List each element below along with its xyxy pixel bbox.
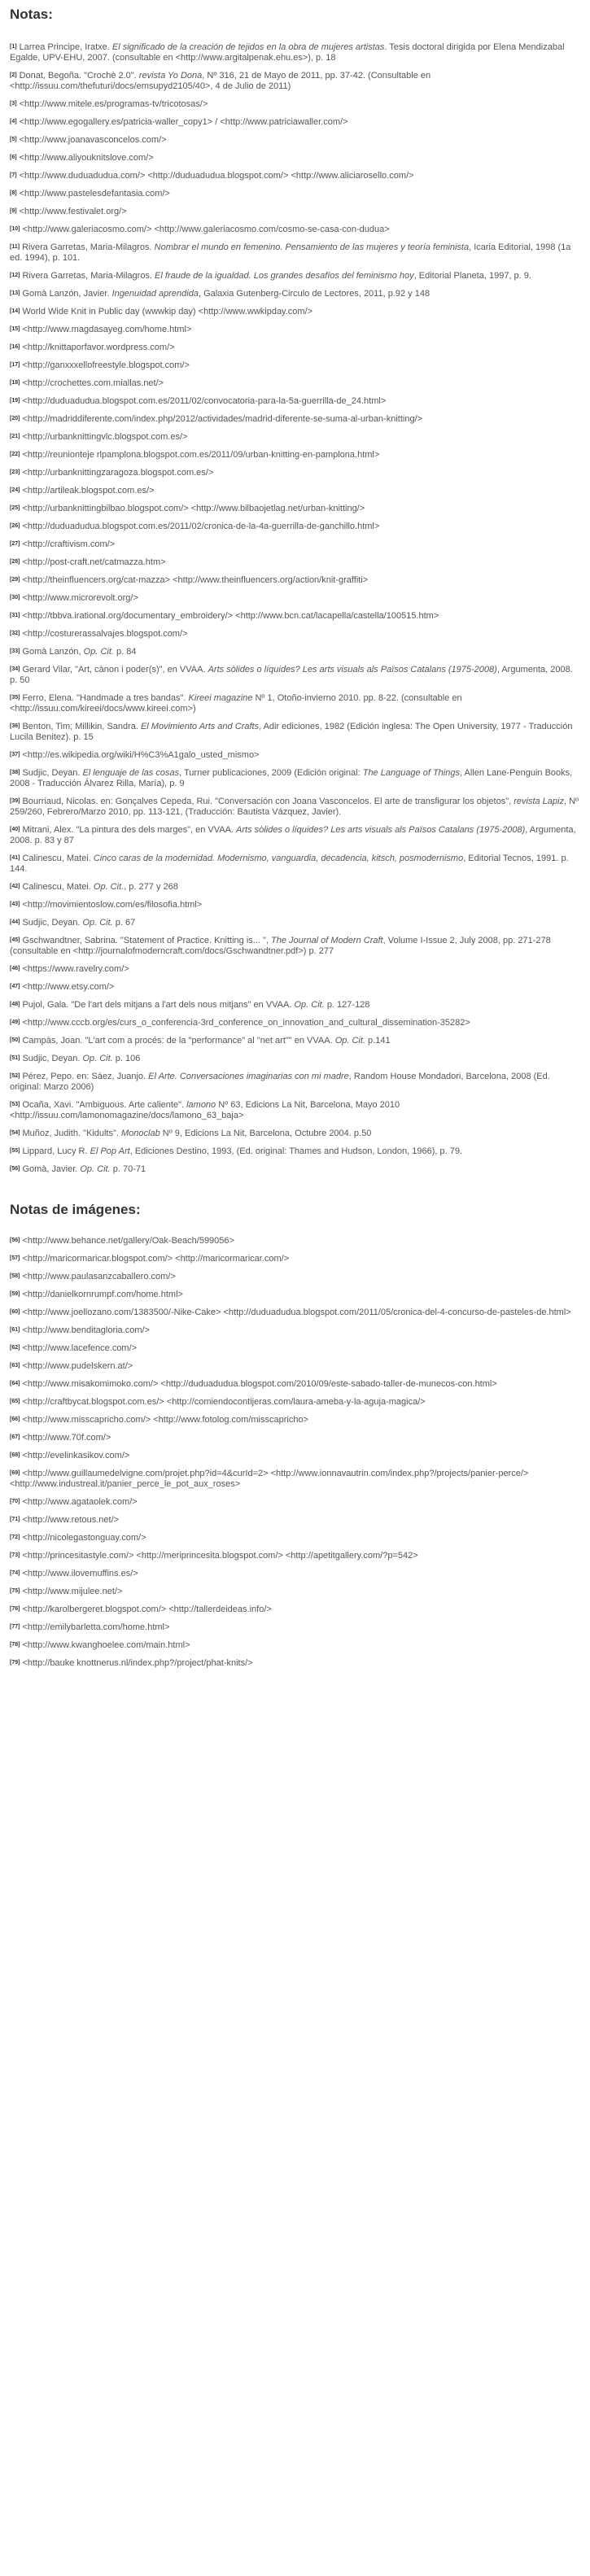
footnote-text: <http://www.misakomimoko.com/> <http://duduadudua.blogspot.com/2010/09/este-sabado-taller-de-munecos-con.html>: [22, 1379, 497, 1389]
footnote-item: [10, 1533, 581, 1543]
footnote-item: [10, 882, 581, 893]
footnote-item: [10, 378, 581, 389]
footnote-text: Nº 9, Edicions La Nit, Barcelona, Octubre 2004. p.50: [160, 1129, 372, 1138]
footnote-text: <http://es.wikipedia.org/wiki/H%C3%A1galo_usted_mismo>: [22, 750, 260, 760]
footnote-text: <http://www.duduadudua.com/> <http://duduadudua.blogspot.com/> <http://www.aliciarosello.com/>: [19, 171, 414, 181]
footnote-item: [10, 1379, 581, 1390]
footnote-title: Op. Cit.: [334, 1036, 365, 1046]
footnote-text: , Adir ediciones, 1982 (Edición inglesa: The Open University, 1977 - Traducción Lucila Benitez). p. 15: [10, 722, 573, 742]
footnote-number: [70]: [10, 1499, 20, 1504]
footnote-text: Ocaña, Xavi. "Ambiguous. Arte caliente".: [22, 1100, 187, 1110]
footnote-text: <http://www.magdasayeg.com/home.html>: [22, 325, 192, 334]
footnote-text: , p. 277 y 268: [124, 882, 178, 892]
footnote-number: [61]: [10, 1327, 20, 1333]
footnote-number: [2]: [10, 72, 17, 78]
footnote-number: [20]: [10, 416, 20, 421]
footnote-title: El Arte. Conversaciones imaginarias con mi madre: [148, 1072, 349, 1081]
footnote-text: . Tesis doctoral dirigida por Elena Mendizabal Egalde, UPV-EHU, 2007. (consultable en <http://www.argitalpenak.ehu.es>), p. 18: [10, 42, 565, 63]
footnote-item: [10, 225, 581, 235]
footnote-number: [15]: [10, 326, 20, 332]
footnote-number: [73]: [10, 1552, 20, 1558]
notes-list: [10, 42, 581, 1175]
footnote-item: [10, 1308, 581, 1318]
footnote-text: , Turner publicaciones, 2009 (Edición original:: [179, 768, 363, 778]
footnote-text: <http://craftivism.com/>: [22, 539, 116, 549]
footnote-title: Arts sòlides o líquides? Les arts visuals als Països Catalans (1975-2008): [208, 665, 497, 675]
footnote-text: <http://www.misscapricho.com/> <http://www.fotolog.com/misscapricho>: [22, 1415, 308, 1425]
footnote-text: <http://madriddiferente.com/index.php/2012/actividades/madrid-diferente-se-suma-al-urban-knitting/>: [22, 414, 423, 424]
footnote-number: [14]: [10, 308, 20, 314]
footnote-number: [6]: [10, 155, 17, 160]
footnote-item: [10, 171, 581, 181]
footnote-text: <http://artileak.blogspot.com.es/>: [22, 486, 155, 496]
footnote-text: Rivera Garretas, Maria-Milagros.: [22, 242, 155, 252]
footnote-number: [8]: [10, 190, 17, 196]
footnote-item: [10, 557, 581, 568]
footnote-text: <http://www.joanavasconcelos.com/>: [19, 135, 167, 145]
footnote-text: <http://www.mitele.es/programas-tv/tricotosas/>: [19, 99, 208, 109]
footnote-item: [10, 539, 581, 550]
footnote-text: Muñoz, Judith. "Kidults".: [22, 1129, 121, 1138]
footnote-item: [10, 936, 581, 957]
footnote-number: [55]: [10, 1148, 20, 1154]
footnote-text: <http://www.behance.net/gallery/Oak-Beach/599056>: [22, 1236, 234, 1246]
footnote-item: [10, 325, 581, 335]
footnote-text: <http://danielkornrumpf.com/home.html>: [22, 1290, 183, 1299]
footnote-text: Pujol, Gala. "De l'art dels mitjans a l'art dels nous mitjans" en VVAA.: [22, 1000, 295, 1010]
footnote-number: [63]: [10, 1363, 20, 1369]
footnote-number: [19]: [10, 398, 20, 404]
footnote-text: <http://www.etsy.com/>: [22, 982, 115, 992]
footnote-text: <http://www.lacefence.com/>: [22, 1343, 138, 1353]
footnote-number: [46]: [10, 966, 20, 971]
footnote-item: [10, 189, 581, 199]
footnote-number: [24]: [10, 487, 20, 493]
footnote-text: Nº 63, Edicions La Nit, Barcelona, Mayo 2010 <http://issuu.com/lamonomagazine/docs/lamono_63_baja>: [10, 1100, 400, 1120]
footnote-number: [48]: [10, 1002, 20, 1007]
footnote-text: p. 84: [113, 647, 137, 657]
footnote-text: Gerard Vilar, "Art, cànon i poder(s)", en VVAA.: [22, 665, 208, 675]
footnote-item: [10, 1622, 581, 1633]
footnote-title: Kireei magazine: [188, 693, 253, 703]
footnote-item: [10, 307, 581, 317]
footnote-item: [10, 1587, 581, 1597]
footnote-title: El significado de la creación de tejidos en la obra de mujeres artistas: [111, 42, 385, 52]
footnote-text: Nº 1, Otoño-invierno 2010. pp. 8-22. (consultable en <http://issuu.com/kireei/docs/www.kireei.com>): [10, 693, 462, 714]
footnote-number: [36]: [10, 723, 20, 729]
footnote-text: Gomà Lanzón, Javier.: [22, 289, 112, 299]
footnote-item: [10, 768, 581, 789]
footnote-number: [38]: [10, 770, 20, 775]
footnote-text: p. 70-71: [110, 1164, 146, 1174]
footnote-item: [10, 854, 581, 875]
footnote-title: Op. Cit.: [93, 882, 125, 892]
footnote-text: Campàs, Joan. "L'art com a procés: de la "performance" al "net art"" en VVAA.: [22, 1036, 335, 1046]
footnote-text: <http://www.agataolek.com/>: [22, 1497, 138, 1507]
footnote-text: , Ediciones Destino, 1993, (Ed. original: Thames and Hudson, London, 1966), p. 79.: [129, 1146, 463, 1156]
footnote-text: , Nº 316, 21 de Mayo de 2011, pp. 37-42. (Consultable en <http://issuu.com/thefuturi/docs/emsupyd2105/40>, 4 de Julio de 2011): [10, 71, 431, 91]
footnote-item: [10, 611, 581, 622]
footnote-item: [10, 750, 581, 761]
image-notes-heading: Notas de imágenes:: [10, 1202, 141, 1217]
footnote-text: Gschwandtner, Sabrina. "Statement of Practice. Knitting is... ",: [22, 936, 272, 945]
footnote-text: <http://www.70f.com/>: [22, 1433, 111, 1443]
footnote-number: [66]: [10, 1417, 20, 1422]
footnote-item: [10, 1433, 581, 1443]
footnote-text: Calinescu, Matei.: [22, 882, 94, 892]
footnote-number: [5]: [10, 137, 17, 142]
footnote-text: <http://www.benditagloria.com/>: [22, 1325, 150, 1335]
footnote-item: [10, 1640, 581, 1651]
footnote-text: <http://www.paulasanzcaballero.com/>: [22, 1272, 176, 1281]
footnote-text: , Argumenta, 2008. p. 83 y 87: [10, 825, 576, 845]
footnote-text: Donat, Begoña. "Crochè 2.0".: [19, 71, 139, 81]
footnote-title: Op. Cit.: [83, 647, 114, 657]
footnote-number: [29]: [10, 577, 20, 583]
footnote-item: [10, 1415, 581, 1426]
footnote-number: [44]: [10, 919, 20, 925]
footnote-number: [31]: [10, 613, 20, 618]
footnote-item: [10, 242, 581, 264]
footnote-text: , Argumenta, 2008. p. 50: [10, 665, 573, 685]
footnote-text: Sudjic, Deyan.: [22, 1054, 83, 1063]
footnote-item: [10, 1515, 581, 1526]
footnote-number: [18]: [10, 380, 20, 386]
footnote-text: , Nº 259/260, Febrero/Marzo 2010, pp. 113-121, (Traducción: Bautista Vázquez, Javier).: [10, 797, 579, 817]
footnote-item: [10, 99, 581, 110]
footnote-item: [10, 1469, 581, 1490]
footnote-item: [10, 575, 581, 586]
footnote-number: [62]: [10, 1345, 20, 1351]
footnote-number: [69]: [10, 1470, 20, 1476]
footnote-number: [1]: [10, 44, 17, 50]
footnote-number: [60]: [10, 1309, 20, 1315]
footnote-text: <http://www.guillaumedelvigne.com/projet.php?id=4&curId=2> <http://www.ionnavautrin.com/index.php?/projects/panier-perce/> <http://www.industreal.it/panier_perce_le_pot_aux_roses>: [10, 1469, 529, 1489]
footnote-number: [3]: [10, 101, 17, 107]
footnote-item: [10, 918, 581, 928]
footnote-number: [56]: [10, 1166, 20, 1172]
footnote-item: [10, 468, 581, 478]
footnote-item: [10, 1451, 581, 1461]
footnote-number: [30]: [10, 595, 20, 600]
footnote-item: [10, 797, 581, 818]
footnote-item: [10, 153, 581, 164]
footnote-number: [37]: [10, 752, 20, 758]
footnote-number: [74]: [10, 1570, 20, 1576]
footnote-item: [10, 1036, 581, 1046]
footnote-text: , Editorial Planeta, 1997, p. 9.: [413, 271, 531, 281]
footnote-number: [42]: [10, 884, 20, 889]
footnote-text: <http://www.galeriacosmo.com/> <http://www.galeriacosmo.com/cosmo-se-casa-con-dudua>: [22, 225, 390, 234]
footnote-number: [26]: [10, 523, 20, 529]
footnote-text: , Random House Mondadori, Barcelona, 2008 (Ed. original: Marzo 2006): [10, 1072, 550, 1092]
footnote-text: <http://tbbva.irational.org/documentary_embroidery/> <http://www.bcn.cat/lacapella/castella/100515.htm>: [22, 611, 439, 621]
footnote-item: [10, 1605, 581, 1615]
footnote-number: [51]: [10, 1055, 20, 1061]
footnote-item: [10, 1100, 581, 1121]
footnote-text: <http://emilybarletta.com/home.html>: [22, 1622, 170, 1632]
footnote-number: [45]: [10, 937, 20, 943]
footnote-item: [10, 450, 581, 461]
footnote-item: [10, 1129, 581, 1139]
footnote-number: [59]: [10, 1291, 20, 1297]
footnote-number: [21]: [10, 434, 20, 439]
footnote-text: <http://ganxxxellofreestyle.blogspot.com/>: [22, 360, 190, 370]
footnote-number: [76]: [10, 1606, 20, 1612]
footnote-title: lamono: [186, 1100, 216, 1110]
footnote-text: <http://www.festivalet.org/>: [19, 207, 127, 216]
footnote-text: , Allen Lane-Penguin Books, 2008 - Traducción Álvarez Rilla, María), p. 9: [10, 768, 573, 788]
footnote-text: <http://www.ilovemuffins.es/>: [22, 1569, 138, 1578]
footnote-item: [10, 1018, 581, 1028]
footnote-text: <http://evelinkasikov.com/>: [22, 1451, 130, 1460]
footnote-item: [10, 1497, 581, 1508]
footnote-number: [39]: [10, 798, 20, 804]
footnote-number: [43]: [10, 902, 20, 907]
footnote-item: [10, 982, 581, 993]
footnote-text: Gomà Lanzón,: [22, 647, 84, 657]
footnote-number: [32]: [10, 631, 20, 636]
footnote-number: [65]: [10, 1399, 20, 1404]
footnote-title: revista Yo Dona: [138, 71, 203, 81]
footnote-item: [10, 135, 581, 146]
footnote-item: [10, 964, 581, 975]
footnote-text: <http://duduadudua.blogspot.com.es/2011/02/convocatoria-para-la-5a-guerrilla-de_24.html>: [22, 396, 387, 406]
footnote-item: [10, 1290, 581, 1300]
footnote-item: [10, 1325, 581, 1336]
footnote-number: [52]: [10, 1073, 20, 1079]
footnote-number: [67]: [10, 1434, 20, 1440]
footnote-number: [12]: [10, 273, 20, 278]
footnote-number: [22]: [10, 452, 20, 457]
footnote-text: , Volume I-Issue 2, July 2008, pp. 271-278 (consultable en <http://journalofmoderncraft.com/docs/Gschwandtner.pdf>) p. 277: [10, 936, 551, 956]
footnote-item: [10, 1658, 581, 1669]
footnote-text: p. 106: [112, 1054, 141, 1063]
footnote-number: [56]: [10, 1238, 20, 1243]
footnote-item: [10, 360, 581, 371]
footnote-text: World Wide Knit in Public day (wwwkip day) <http://www.wwkipday.com/>: [22, 307, 313, 317]
footnote-item: [10, 1569, 581, 1579]
footnote-number: [41]: [10, 855, 20, 861]
footnote-text: Pérez, Pepo. en: Sáez, Juanjo.: [22, 1072, 149, 1081]
footnote-number: [49]: [10, 1019, 20, 1025]
notes-heading: Notas:: [10, 7, 53, 22]
footnote-title: The Language of Things: [362, 768, 460, 778]
footnote-item: [10, 1236, 581, 1247]
footnote-text: , Galaxia Gutenberg-Circulo de Lectores, 2011, p.92 y 148: [198, 289, 430, 299]
footnote-item: [10, 1343, 581, 1354]
footnote-item: [10, 1397, 581, 1408]
footnote-number: [71]: [10, 1517, 20, 1522]
footnote-item: [10, 1272, 581, 1282]
footnote-item: [10, 1000, 581, 1011]
footnote-number: [35]: [10, 695, 20, 701]
footnote-text: <http://craftbycat.blogspot.com.es/> <http://comiendocontijeras.com/laura-ameba-y-la-aguja-magica/>: [22, 1397, 426, 1407]
footnote-text: <http://post-craft.net/catmazza.htm>: [22, 557, 166, 567]
footnote-title: El Pop Art: [90, 1146, 130, 1156]
footnote-text: <http://www.microrevolt.org/>: [22, 593, 138, 603]
footnote-number: [11]: [10, 244, 20, 250]
footnote-title: Monoclab: [121, 1129, 160, 1138]
footnote-number: [77]: [10, 1624, 20, 1630]
footnote-text: Larrea Principe, Iratxe.: [19, 42, 112, 52]
footnote-text: <http://movimientoslow.com/es/filosofia.html>: [22, 900, 203, 910]
footnote-title: Op. Cit.: [80, 1164, 111, 1174]
footnote-number: [17]: [10, 362, 20, 368]
footnote-number: [4]: [10, 119, 17, 124]
footnote-number: [68]: [10, 1452, 20, 1458]
footnote-item: [10, 1254, 581, 1264]
footnote-item: [10, 1551, 581, 1561]
footnote-item: [10, 117, 581, 128]
footnote-text: Sudjic, Deyan.: [22, 918, 83, 928]
footnote-item: [10, 629, 581, 640]
footnote-number: [58]: [10, 1273, 20, 1279]
footnote-item: [10, 289, 581, 299]
footnote-text: <http://karolbergeret.blogspot.com/> <http://tallerdeideas.info/>: [22, 1605, 272, 1614]
footnote-title: Op. Cit.: [294, 1000, 325, 1010]
footnote-text: Ferro, Elena. "Handmade a tres bandas".: [22, 693, 189, 703]
footnote-item: [10, 1361, 581, 1372]
footnote-text: <https://www.ravelry.com/>: [22, 964, 129, 974]
footnote-title: Op. Cit.: [82, 1054, 113, 1063]
footnote-item: [10, 207, 581, 217]
footnote-text: <http://crochettes.com.miallas.net/>: [22, 378, 164, 388]
footnote-item: [10, 432, 581, 443]
footnote-text: <http://www.pudelskern.at/>: [22, 1361, 133, 1371]
footnote-text: <http://www.retous.net/>: [22, 1515, 120, 1525]
footnote-title: The Journal of Modern Craft: [271, 936, 383, 945]
footnote-text: Rivera Garretas, Maria-Milagros.: [22, 271, 155, 281]
footnote-item: [10, 71, 581, 92]
footnote-item: [10, 522, 581, 532]
footnote-number: [53]: [10, 1102, 20, 1107]
footnote-number: [34]: [10, 666, 20, 672]
footnote-item: [10, 1054, 581, 1064]
footnote-text: <http://www.cccb.org/es/curs_o_conferencia-3rd_conference_on_innovation_and_cultural_dissemination-35282>: [22, 1018, 470, 1028]
footnote-number: [27]: [10, 541, 20, 547]
footnote-number: [25]: [10, 505, 20, 511]
footnote-text: Calinescu, Matei.: [22, 854, 94, 863]
footnote-text: <http://www.pastelesdefantasia.com/>: [19, 189, 170, 199]
footnote-item: [10, 900, 581, 910]
footnote-item: [10, 593, 581, 604]
footnote-text: <http://www.joellozano.com/1383500/-Nike-Cake> <http://duduadudua.blogspot.com/2011/05/cronica-del-4-concurso-de-pasteles-de.html>: [22, 1308, 571, 1317]
footnote-title: El lenguaje de las cosas: [82, 768, 180, 778]
footnote-text: Mitrani, Alex. "La pintura des dels marges", en VVAA.: [22, 825, 237, 835]
footnote-title: El fraude de la igualdad. Los grandes desafíos del feminismo hoy: [155, 271, 414, 281]
footnote-item: [10, 1164, 581, 1175]
image-notes-list: [10, 1236, 581, 1669]
footnote-item: [10, 414, 581, 425]
footnote-number: [7]: [10, 172, 17, 178]
footnote-text: <http://www.kwanghoelee.com/main.html>: [22, 1640, 190, 1650]
footnote-number: [16]: [10, 344, 20, 350]
footnote-number: [64]: [10, 1381, 20, 1386]
footnote-text: <http://urbanknittingvlc.blogspot.com.es/>: [22, 432, 188, 442]
footnote-item: [10, 343, 581, 353]
footnote-item: [10, 693, 581, 714]
footnote-text: <http://duduadudua.blogspot.com.es/2011/02/cronica-de-la-4a-guerrilla-de-ganchillo.html>: [22, 522, 380, 531]
footnote-text: <http://costurerassalvajes.blogspot.com/>: [22, 629, 188, 639]
footnote-item: [10, 647, 581, 657]
footnote-text: Benton, Tim; Millikin, Sandra.: [22, 722, 141, 731]
footnote-text: <http://knittaporfavor.wordpress.com/>: [22, 343, 175, 352]
footnote-text: <http://urbanknittingzaragoza.blogspot.com.es/>: [22, 468, 214, 478]
footnote-text: <http://nicolegastonguay.com/>: [22, 1533, 146, 1543]
footnote-title: Op. Cit.: [82, 918, 113, 928]
footnote-title: Nombrar el mundo en femenino. Pensamiento de las mujeres y teoría feminista: [154, 242, 470, 252]
footnote-text: Sudjic, Deyan.: [22, 768, 83, 778]
footnote-number: [78]: [10, 1642, 20, 1648]
footnote-number: [33]: [10, 648, 20, 654]
footnote-title: Arts sòlides o líquides? Les arts visuals als Països Catalans (1975-2008): [236, 825, 526, 835]
footnote-title: Ingenuidad aprendida: [111, 289, 199, 299]
footnote-number: [72]: [10, 1535, 20, 1540]
footnote-number: [10]: [10, 226, 20, 232]
footnote-item: [10, 665, 581, 686]
footnote-number: [79]: [10, 1660, 20, 1666]
footnote-number: [23]: [10, 469, 20, 475]
footnote-number: [47]: [10, 984, 20, 989]
footnote-text: <http://urbanknittingbilbao.blogspot.com/> <http://www.bilbaojetlag.net/urban-knitting/>: [22, 504, 365, 513]
footnote-text: p. 67: [112, 918, 136, 928]
footnote-text: <http://www.egogallery.es/patricia-waller_copy1> / <http://www.patriciawaller.com/>: [19, 117, 348, 127]
footnote-number: [50]: [10, 1037, 20, 1043]
footnote-item: [10, 722, 581, 743]
footnote-item: [10, 825, 581, 846]
footnote-text: <http://maricormaricar.blogspot.com/> <http://maricormaricar.com/>: [22, 1254, 290, 1264]
footnote-number: [28]: [10, 559, 20, 565]
footnote-item: [10, 396, 581, 407]
footnote-text: <http://princesitastyle.com/> <http://meriprincesita.blogspot.com/> <http://apetitgallery.com/?p=542>: [22, 1551, 418, 1561]
footnote-text: Lippard, Lucy R.: [22, 1146, 90, 1156]
footnote-text: , Editorial Tecnos, 1991. p. 144.: [10, 854, 569, 874]
footnote-number: [9]: [10, 208, 17, 214]
footnote-number: [13]: [10, 290, 20, 296]
footnote-text: Gomà, Javier.: [22, 1164, 81, 1174]
footnote-item: [10, 486, 581, 496]
footnote-number: [75]: [10, 1588, 20, 1594]
footnote-number: [40]: [10, 827, 20, 832]
footnote-item: [10, 271, 581, 282]
footnote-item: [10, 1146, 581, 1157]
footnote-text: Bourriaud, Nicolas. en: Gonçalves Cepeda, Rui. "Conversación con Joana Vasconcelos. El arte de transfigurar los objetos",: [22, 797, 514, 806]
footnote-title: Cinco caras de la modernidad. Modernismo, vanguardia, decadencia, kitsch, posmodernismo: [93, 854, 464, 863]
footnote-title: El Movimiento Arts and Crafts: [140, 722, 260, 731]
footnote-text: <http://reunionteje rlpamplona.blogspot.com.es/2011/09/urban-knitting-en-pamplona.html>: [22, 450, 380, 460]
footnote-item: [10, 504, 581, 514]
footnote-text: <http://www.aliyouknitslove.com/>: [19, 153, 154, 163]
footnote-number: [54]: [10, 1130, 20, 1136]
footnote-title: revista Lapiz: [514, 797, 564, 806]
footnote-item: [10, 42, 581, 63]
footnote-number: [57]: [10, 1255, 20, 1261]
footnote-text: p. 127-128: [324, 1000, 370, 1010]
footnote-text: <http://theinfluencers.org/cat-mazza> <http://www.theinfluencers.org/action/knit-graffiti>: [22, 575, 369, 585]
footnote-text: <http://www.mijulee.net/>: [22, 1587, 123, 1596]
footnote-item: [10, 1072, 581, 1093]
footnote-text: <http://bauke knottnerus.nl/index.php?/project/phat-knits/>: [22, 1658, 253, 1668]
footnote-text: p.141: [365, 1036, 391, 1046]
footnote-text: , Icaria Editorial, 1998 (1a ed. 1994), p. 101.: [10, 242, 571, 263]
